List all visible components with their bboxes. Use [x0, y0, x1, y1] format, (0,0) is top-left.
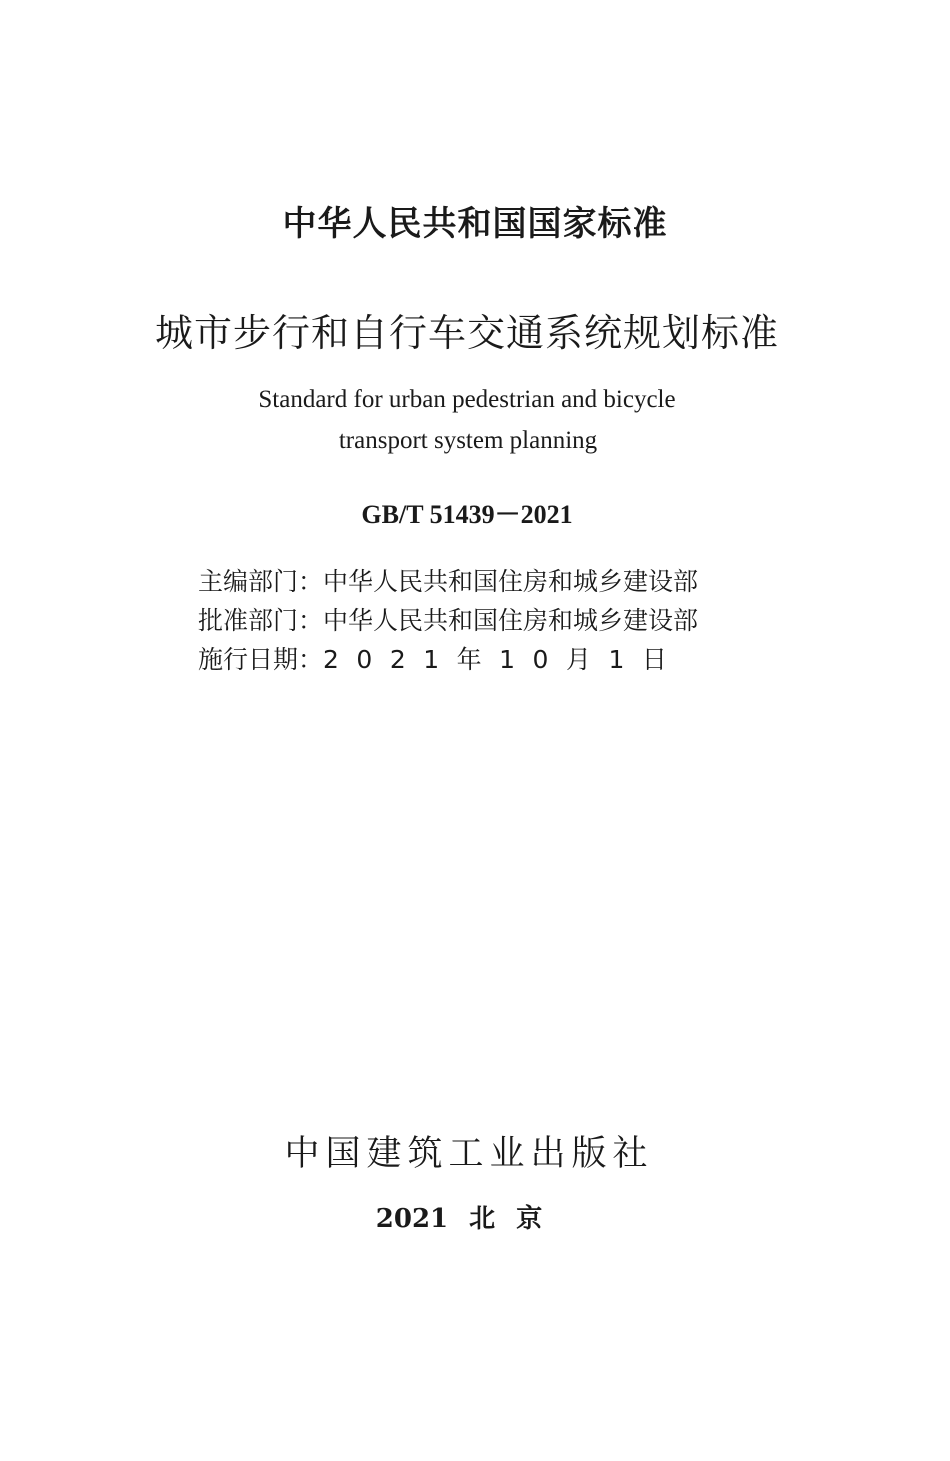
approver-department-label: 批准部门：	[198, 606, 324, 635]
publication-year-place: 2021 北 京	[375, 1204, 543, 1234]
editor-department-value: 中华人民共和国住房和城乡建设部	[323, 567, 699, 596]
standard-title-english-line1: Standard for urban pedestrian and bicycle	[258, 386, 676, 413]
approver-department-value: 中华人民共和国住房和城乡建设部	[323, 606, 699, 635]
effective-date-label: 施行日期：	[198, 645, 324, 674]
effective-date-value: 2021年10月1日	[323, 645, 685, 674]
standard-title-chinese: 城市步行和自行车交通系统规划标准	[154, 311, 779, 355]
approver-department-row	[198, 601, 698, 637]
editor-department-row	[198, 562, 698, 598]
standard-title-english-line2: transport system planning	[338, 427, 598, 454]
national-standard-heading: 中华人民共和国国家标准	[282, 204, 668, 244]
standard-code: GB/T 51439－2021	[361, 500, 573, 529]
editor-department-label: 主编部门：	[198, 567, 324, 596]
effective-date-row	[198, 640, 684, 676]
publisher-name: 中国建筑工业出版社	[284, 1134, 654, 1174]
